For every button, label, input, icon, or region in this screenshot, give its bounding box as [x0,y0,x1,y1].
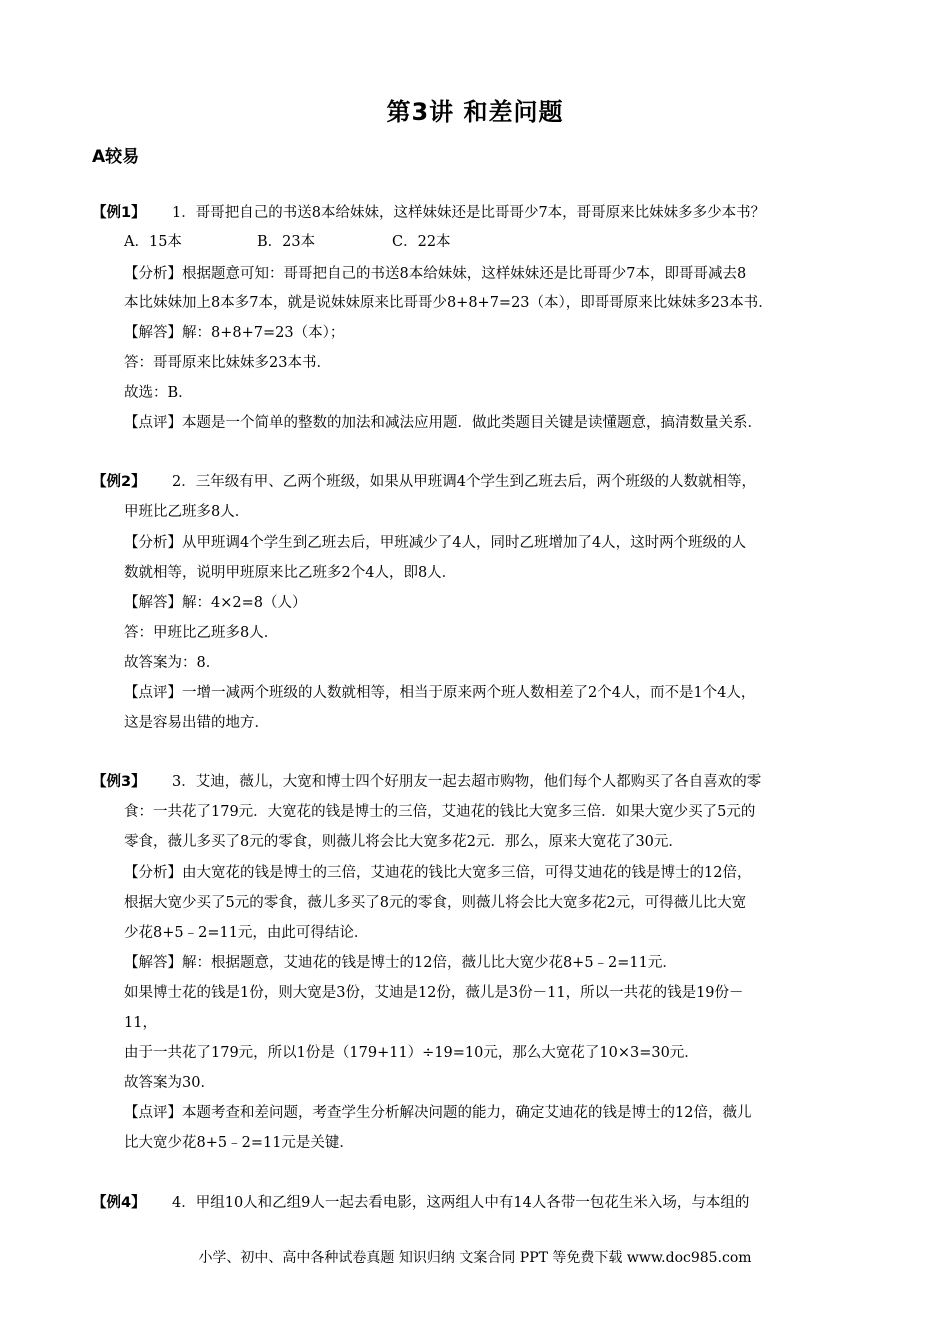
example-label: 【例1】 [92,205,146,221]
choice-text: 故选：B． [124,385,193,401]
question-text: 食：一共花了179元．大宽花的钱是博士的三倍，艾迪花的钱比大宽多三倍．如果大宽少买了5元的 [124,804,756,820]
comment-text: 比大宽少花8+5﹣2=11元是关键． [124,1135,354,1151]
solution-text: 【解答】解：4×2=8（人） [124,595,307,611]
question-text: 2．三年级有甲、乙两个班级，如果从甲班调4个学生到乙班去后，两个班级的人数就相等， [172,474,756,490]
example-label: 【例2】 [92,474,146,490]
example-label: 【例3】 [92,774,146,790]
page-title: 第3讲 和差问题 [386,98,564,126]
answer-text: 故答案为30． [124,1075,215,1091]
analysis-text: 少花8+5﹣2=11元，由此可得结论． [124,925,369,941]
solution-text: 如果博士花的钱是1份，则大宽是3份，艾迪是12份，薇儿是3份－11，所以一共花的钱是19份－ [124,985,744,1001]
solution-text: 11， [124,1015,157,1031]
page-footer: 小学、初中、高中各种试卷真题 知识归纳 文案合同 PPT 等免费下载 www.doc985.com [198,1250,752,1266]
analysis-text: 【分析】根据题意可知：哥哥把自己的书送8本给妹妹，这样妹妹还是比哥哥少7本，即哥哥减去8 [124,266,747,282]
option-b: B．23本 [257,234,316,250]
analysis-text: 【分析】从甲班调4个学生到乙班去后，甲班减少了4人，同时乙班增加了4人，这时两个班级的人 [124,535,747,551]
comment-text: 【点评】本题考查和差问题，考查学生分析解决问题的能力，确定艾迪花的钱是博士的12倍，薇儿 [124,1105,752,1121]
analysis-text: 数就相等，说明甲班原来比乙班多2个4人，即8人． [124,565,457,581]
solution-text: 【解答】解：8+8+7=23（本）； [124,325,345,341]
answer-text: 答：甲班比乙班多8人． [124,625,279,641]
answer-text: 故答案为：8． [124,655,221,671]
answer-text: 答：哥哥原来比妹妹多23本书． [124,355,331,371]
analysis-text: 根据大宽少买了5元的零食，薇儿多买了8元的零食，则薇儿将会比大宽多花2元，可得薇儿比大宽 [124,895,747,911]
question-text: 3．艾迪，薇儿，大宽和博士四个好朋友一起去超市购物，他们每个人都购买了各自喜欢的零 [172,774,762,790]
comment-text: 【点评】本题是一个简单的整数的加法和减法应用题．做此类题目关键是读懂题意，搞清数量关系． [124,415,762,431]
comment-text: 【点评】一增一减两个班级的人数就相等，相当于原来两个班人数相差了2个4人，而不是1个4人， [124,685,756,701]
analysis-text: 【分析】由大宽花的钱是博士的三倍，艾迪花的钱比大宽多三倍，可得艾迪花的钱是博士的12倍， [124,865,752,881]
section-label: A较易 [92,147,140,167]
analysis-text: 本比妹妹加上8本多7本，就是说妹妹原来比哥哥少8+8+7=23（本），即哥哥原来比妹妹多23本书． [124,295,773,311]
question-text: 零食，薇儿多买了8元的零食，则薇儿将会比大宽多花2元．那么，原来大宽花了30元． [124,834,683,850]
question-text: 4．甲组10人和乙组9人一起去看电影，这两组人中有14人各带一包花生米入场，与本组的 [172,1195,750,1211]
example-label: 【例4】 [92,1195,146,1211]
solution-text: 【解答】解：根据题意，艾迪花的钱是博士的12倍，薇儿比大宽少花8+5﹣2=11元． [124,955,677,971]
option-c: C．22本 [392,234,451,250]
solution-text: 由于一共花了179元，所以1份是（179+11）÷19=10元，那么大宽花了10×3=30元． [124,1045,699,1061]
comment-text: 这是容易出错的地方． [124,715,269,731]
question-text: 1．哥哥把自己的书送8本给妹妹，这样妹妹还是比哥哥少7本，哥哥原来比妹妹多多少本书？ [172,205,766,221]
option-a: A．15本 [124,234,182,250]
question-text: 甲班比乙班多8人． [124,504,250,520]
